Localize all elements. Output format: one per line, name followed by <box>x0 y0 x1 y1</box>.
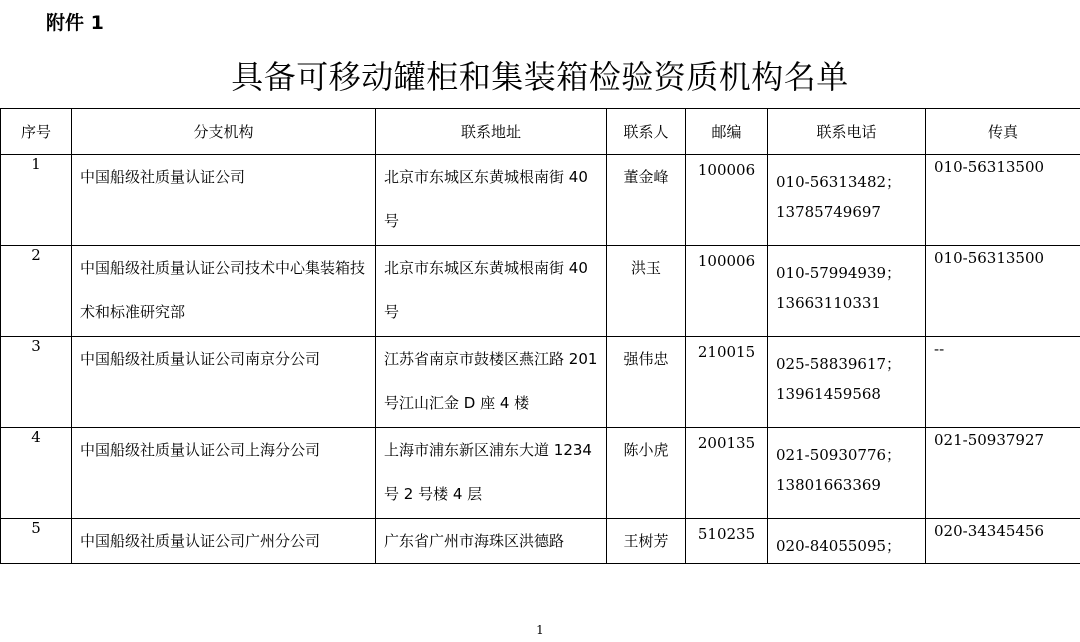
phone-mobile: 13663110331 <box>776 294 881 312</box>
cell-phone <box>768 337 926 428</box>
fax-text: 021-50937927 <box>934 431 1045 449</box>
cell-seq: 5 <box>1 519 72 564</box>
phone-office: 025-58839617； <box>776 355 902 373</box>
phone-office: 021-50930776； <box>776 446 902 464</box>
contact-text: 强伟忠 <box>623 350 669 368</box>
header-org: 分支机构 <box>72 109 376 155</box>
cell-fax <box>926 519 1080 564</box>
phone-office: 010-57994939； <box>776 264 902 282</box>
cell-phone <box>768 519 926 564</box>
cell-postcode <box>686 155 768 246</box>
cell-contact <box>607 337 686 428</box>
cell-address <box>376 246 607 337</box>
address-text: 广东省广州市海珠区洪德路 <box>384 532 565 550</box>
header-phone: 联系电话 <box>768 109 926 155</box>
cell-fax <box>926 155 1080 246</box>
fax-text: 010-56313500 <box>934 249 1045 267</box>
org-text: 中国船级社质量认证公司南京分公司 <box>80 350 321 368</box>
postcode-text: 510235 <box>697 525 756 543</box>
postcode-text: 210015 <box>697 343 756 361</box>
cell-seq: 4 <box>1 428 72 519</box>
cell-contact <box>607 519 686 564</box>
contact-text: 洪玉 <box>630 259 661 277</box>
cell-postcode <box>686 337 768 428</box>
address-text: 北京市东城区东黄城根南街 40 号 <box>384 259 588 321</box>
org-text: 中国船级社质量认证公司技术中心集装箱技术和标准研究部 <box>80 259 366 321</box>
cell-seq: 1 <box>1 155 72 246</box>
contact-text: 陈小虎 <box>623 441 669 459</box>
cell-postcode <box>686 428 768 519</box>
cell-org <box>72 246 376 337</box>
org-text: 中国船级社质量认证公司上海分公司 <box>80 441 321 459</box>
cell-contact <box>607 155 686 246</box>
header-address: 联系地址 <box>376 109 607 155</box>
cell-seq: 3 <box>1 337 72 428</box>
postcode-text: 100006 <box>697 252 756 270</box>
table-header-row <box>1 109 1080 155</box>
table-row <box>1 428 1080 519</box>
contact-text: 王树芳 <box>623 532 669 550</box>
org-text: 中国船级社质量认证公司广州分公司 <box>80 532 321 550</box>
header-fax: 传真 <box>926 109 1080 155</box>
document-title: 具备可移动罐柜和集装箱检验资质机构名单 <box>231 58 849 96</box>
cell-fax <box>926 428 1080 519</box>
phone-mobile: 13785749697 <box>776 203 881 221</box>
table-row <box>1 155 1080 246</box>
cell-address <box>376 337 607 428</box>
table-row <box>1 519 1080 564</box>
address-text: 北京市东城区东黄城根南街 40 号 <box>384 168 588 230</box>
header-seq: 序号 <box>1 109 72 155</box>
cell-address <box>376 155 607 246</box>
cell-seq: 2 <box>1 246 72 337</box>
cell-contact <box>607 246 686 337</box>
postcode-text: 100006 <box>697 161 756 179</box>
cell-org <box>72 519 376 564</box>
fax-text: 020-34345456 <box>934 522 1045 540</box>
org-text: 中国船级社质量认证公司 <box>80 168 246 186</box>
institution-table <box>0 108 1080 564</box>
cell-address <box>376 428 607 519</box>
table-row <box>1 337 1080 428</box>
cell-phone <box>768 155 926 246</box>
cell-phone <box>768 428 926 519</box>
phone-office: 010-56313482； <box>776 173 902 191</box>
phone-mobile: 13961459568 <box>776 385 881 403</box>
header-contact: 联系人 <box>607 109 686 155</box>
phone-mobile: 13801663369 <box>776 476 881 494</box>
address-text: 上海市浦东新区浦东大道 1234 号 2 号楼 4 层 <box>384 441 592 503</box>
cell-org <box>72 428 376 519</box>
contact-text: 董金峰 <box>623 168 669 186</box>
fax-text: -- <box>934 340 945 358</box>
address-text: 江苏省南京市鼓楼区燕江路 201 号江山汇金 D 座 4 楼 <box>384 350 598 412</box>
page-number: 1 <box>536 623 544 637</box>
attachment-label: 附件 1 <box>46 12 104 34</box>
cell-address <box>376 519 607 564</box>
cell-fax <box>926 337 1080 428</box>
table-row <box>1 246 1080 337</box>
header-postcode: 邮编 <box>686 109 768 155</box>
cell-org <box>72 155 376 246</box>
cell-contact <box>607 428 686 519</box>
cell-fax <box>926 246 1080 337</box>
phone-office: 020-84055095； <box>776 537 902 555</box>
cell-postcode <box>686 246 768 337</box>
cell-postcode <box>686 519 768 564</box>
fax-text: 010-56313500 <box>934 158 1045 176</box>
cell-org <box>72 337 376 428</box>
cell-phone <box>768 246 926 337</box>
postcode-text: 200135 <box>697 434 756 452</box>
